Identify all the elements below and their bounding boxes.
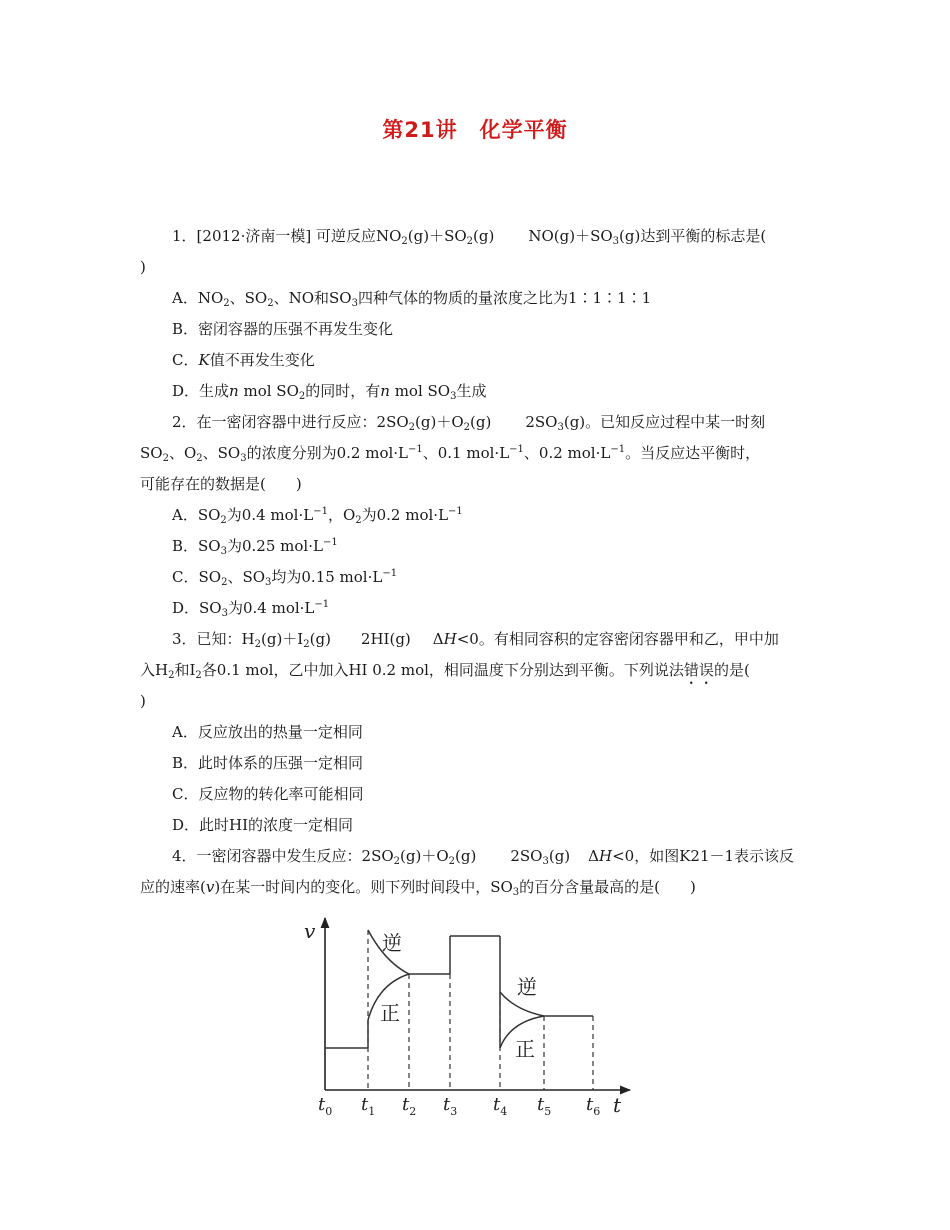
q1-option-c: C．K值不再发生变化 (172, 351, 315, 369)
q1-stem-end: ) (140, 258, 146, 276)
q1-option-d: D．生成n mol $SO_2$的同时，有n mol $SO_3$生成 (172, 382, 487, 402)
q3-stem-line1: 3．已知：$H_2(g)+I_2(g)$ 2HI(g) ΔH<0。有相同容积的定容密闭容器甲和乙，甲中加 (172, 630, 779, 650)
q1-option-a: A．$NO_2$、$SO_2$、NO和$SO_3$四种气体的物质的量浓度之比为1∶1∶1∶1 (172, 289, 652, 309)
tick-label-t6: $t_6$ (586, 1094, 601, 1118)
q3-stem-line2: 入$H_2$和$I_2$各0.1 mol，乙中加入HI 0.2 mol，相同温度下分别达到平衡。下列说法错误的是( (140, 661, 750, 681)
forward-rate-label-2: 正 (515, 1037, 535, 1061)
q3-option-b: B．此时体系的压强一定相同 (172, 754, 364, 772)
q2-stem-line3: 可能存在的数据是( ) (140, 475, 302, 493)
q2-option-c: C．$SO_2$、$SO_3$均为0.15 $mol\cdot L^{-1}$ (172, 568, 398, 588)
tick-label-t5: $t_5$ (537, 1094, 552, 1118)
tick-label-t3: $t_3$ (443, 1094, 458, 1118)
forward-rate-label-1: 正 (380, 1001, 400, 1025)
x-axis-label: t (613, 1093, 622, 1117)
emphasis-text: 错误 (683, 661, 714, 679)
q4-stem-line2: 应的速率(v)在某一时间内的变化。则下列时间段中，$SO_3$的百分含量最高的是( ) (140, 878, 696, 898)
reverse-rate-label-2: 逆 (517, 975, 537, 999)
q2-stem-line2: $SO_2$、$O_2$、$SO_3$的浓度分别为0.2 $mol\cdot L^{-1}$、0.1 $mol\cdot L^{-1}$、0.2 $mol\cdot L^{-1}$。当反应达平衡时， (140, 444, 761, 464)
tick-label-t4: $t_4$ (493, 1094, 508, 1118)
q4-stem-line1: 4．一密闭容器中发生反应：$2SO_2(g)+O_2(g)$ $2SO_3(g)$ ΔH<0，如图K21－1表示该反 (172, 847, 795, 867)
reverse-rate-label-1: 逆 (382, 931, 402, 955)
q2-option-b: B．$SO_3$为0.25 $mol\cdot L^{-1}$ (172, 537, 338, 557)
q2-option-a: A．$SO_2$为0.4 $mol\cdot L^{-1}$，$O_2$为0.2 $mol\cdot L^{-1}$ (172, 506, 463, 526)
q3-stem-line3: ) (140, 692, 146, 710)
q2-stem-line1: 2．在一密闭容器中进行反应：$2SO_2(g)+O_2(g)$ $2SO_3(g)$。已知反应过程中某一时刻 (172, 413, 766, 433)
q1-stem: 1．[2012·济南一模] 可逆反应$NO_2(g)+SO_2(g)$ $NO(g)+SO_3(g)$达到平衡的标志是( (172, 227, 767, 247)
page-title: 第21讲 化学平衡 (382, 118, 568, 142)
q3-option-c: C．反应物的转化率可能相同 (172, 785, 364, 803)
q2-option-d: D．$SO_3$为0.4 $mol\cdot L^{-1}$ (172, 599, 330, 619)
q3-option-d: D．此时HI的浓度一定相同 (172, 816, 354, 834)
rate-time-graph (300, 912, 640, 1124)
q3-option-a: A．反应放出的热量一定相同 (172, 723, 363, 741)
tick-label-t0: $t_0$ (318, 1094, 333, 1118)
q1-option-b: B．密闭容器的压强不再发生变化 (172, 320, 394, 338)
y-axis-label: v (304, 919, 316, 943)
tick-label-t1: $t_1$ (361, 1094, 376, 1118)
tick-label-t2: $t_2$ (402, 1094, 417, 1118)
